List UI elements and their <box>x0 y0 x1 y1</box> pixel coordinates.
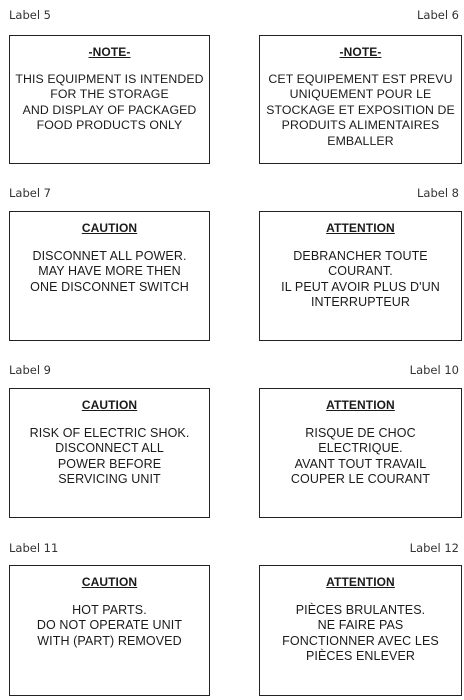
label-9-line-3: POWER BEFORE <box>57 456 162 471</box>
label-10-caption: Label 10 <box>409 363 459 377</box>
label-9-line-4: SERVICING UNIT <box>58 472 161 486</box>
label-10-heading: ATTENTION <box>326 398 395 412</box>
label-10-line-2: ELECTRIQUE. <box>318 441 403 455</box>
label-8-line-2: COURANT. <box>328 264 393 278</box>
label-7-line-2: MAY HAVE MORE THEN <box>38 264 181 278</box>
label-5-line-2: FOR THE STORAGE <box>50 87 169 101</box>
label-11-line-1: HOT PARTS. <box>72 602 147 617</box>
label-7-caption: Label 7 <box>9 186 51 200</box>
label-12-line-3: FONCTIONNER AVEC LES <box>282 633 439 648</box>
label-12-line-4: PIÈCES ENLEVER <box>305 649 416 663</box>
label-5-line-3: AND DISPLAY OF PACKAGED <box>22 102 197 117</box>
label-6-panel <box>259 35 462 164</box>
label-10-line-3: AVANT TOUT TRAVAIL <box>294 456 427 471</box>
label-9-caption: Label 9 <box>9 363 51 377</box>
label-9-panel <box>9 388 210 518</box>
label-9-heading: CAUTION <box>81 398 138 412</box>
label-12-panel <box>259 565 462 696</box>
label-6-heading: -NOTE- <box>339 45 382 59</box>
label-6-line-5: EMBALLER <box>327 133 394 148</box>
label-5-heading: -NOTE- <box>88 45 131 59</box>
label-7-line-3: ONE DISCONNET SWITCH <box>30 279 189 294</box>
label-9-line-1: RISK OF ELECTRIC SHOK. <box>29 425 190 440</box>
label-6-caption: Label 6 <box>417 8 459 22</box>
label-5-line-4: FOOD PRODUCTS ONLY <box>36 118 183 132</box>
label-7-line-1: DISCONNET ALL POWER. <box>32 248 187 263</box>
label-11-heading: CAUTION <box>81 575 138 589</box>
label-5-panel <box>9 35 210 164</box>
label-10-line-4: COUPER LE COURANT <box>290 472 431 486</box>
label-8-line-3: IL PEUT AVOIR PLUS D'UN <box>281 279 440 294</box>
label-12-line-1: PIÈCES BRULANTES. <box>295 602 426 617</box>
label-12-line-2: NE FAIRE PAS <box>317 618 404 632</box>
label-6-line-3: STOCKAGE ET EXPOSITION DE <box>266 102 455 117</box>
label-7-panel <box>9 211 210 341</box>
label-11-line-3: WITH (PART) REMOVED <box>37 633 182 648</box>
label-6-line-1: CET EQUIPEMENT EST PREVU <box>268 71 453 86</box>
label-8-panel <box>259 211 462 341</box>
label-8-line-4: INTERRUPTEUR <box>310 295 411 309</box>
label-5-line-1: THIS EQUIPMENT IS INTENDED <box>15 71 204 86</box>
label-11-line-2: DO NOT OPERATE UNIT <box>36 618 183 632</box>
label-10-panel <box>259 388 462 518</box>
label-8-caption: Label 8 <box>417 186 459 200</box>
label-9-line-2: DISCONNECT ALL <box>55 441 164 455</box>
label-11-panel <box>9 565 210 696</box>
label-11-caption: Label 11 <box>9 541 59 555</box>
label-7-heading: CAUTION <box>81 221 138 235</box>
label-8-heading: ATTENTION <box>326 221 395 235</box>
label-6-line-4: PRODUITS ALIMENTAIRES <box>281 118 440 132</box>
label-5-caption: Label 5 <box>9 8 51 22</box>
label-6-line-2: UNIQUEMENT POUR LE <box>289 87 432 101</box>
label-8-line-1: DEBRANCHER TOUTE <box>293 248 428 263</box>
label-12-heading: ATTENTION <box>326 575 395 589</box>
label-12-caption: Label 12 <box>409 541 459 555</box>
label-10-line-1: RISQUE DE CHOC <box>305 425 416 440</box>
